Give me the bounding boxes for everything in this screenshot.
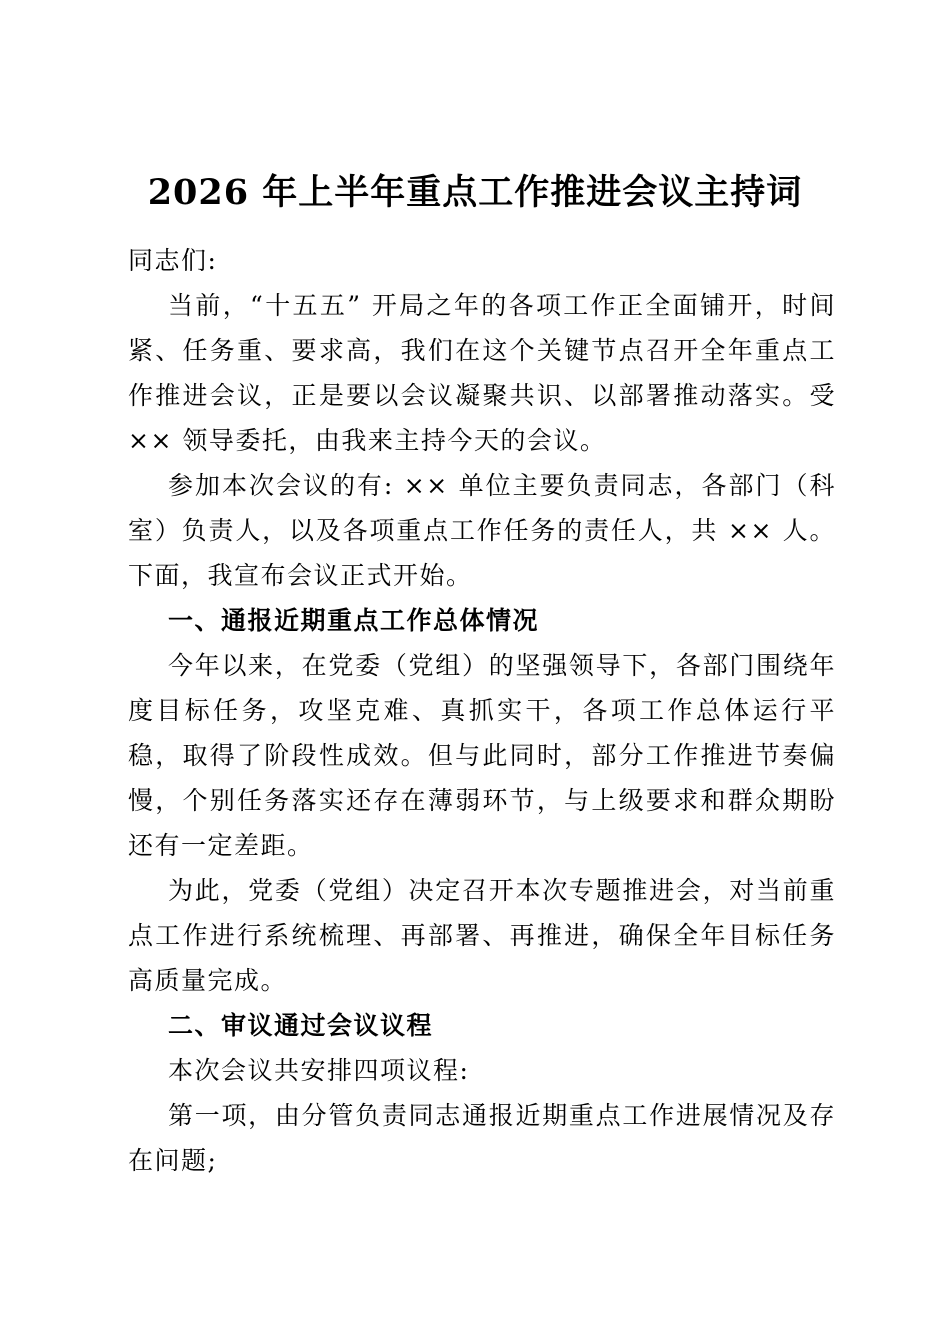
section-heading-1: 一、通报近期重点工作总体情况 [168,606,540,635]
document-title: 2026 年上半年重点工作推进会议主持词 [147,172,803,213]
paragraph-section1-a: 今年以来，在党委（党组）的坚强领导下，各部门围绕年度目标任务，攻坚克难、真抓实干，各项工作总体运行平稳，取得了阶段性成效。但与此同时，部分工作推进节奏偏慢，个别任务落实还存在薄弱环节，与上级要求和群众期盼还有一定差距。 [128,651,836,860]
paragraph-section2-b: 第一项，由分管负责同志通报近期重点工作进展情况及存在问题; [128,1101,836,1175]
salutation: 同志们: [128,246,218,275]
section-heading-2: 二、审议通过会议议程 [168,1011,434,1040]
document-body [128,238,836,1183]
paragraph-section2-a: 本次会议共安排四项议程: [168,1056,470,1085]
paragraph-opening: 当前，“十五五” 开局之年的各项工作正全面铺开，时间紧、任务重、要求高，我们在这个关键节点召开全年重点工作推进会议，正是要以会议凝聚共识、以部署推动落实。受 ×× 领导委托，由我来主持今天的会议。 [128,291,836,455]
paragraph-section1-b: 为此，党委（党组）决定召开本次专题推进会，对当前重点工作进行系统梳理、再部署、再推进，确保全年目标任务高质量完成。 [128,876,836,995]
paragraph-attendees: 参加本次会议的有: ×× 单位主要负责同志，各部门（科室）负责人，以及各项重点工作任务的责任人，共 ×× 人。下面，我宣布会议正式开始。 [128,471,836,590]
